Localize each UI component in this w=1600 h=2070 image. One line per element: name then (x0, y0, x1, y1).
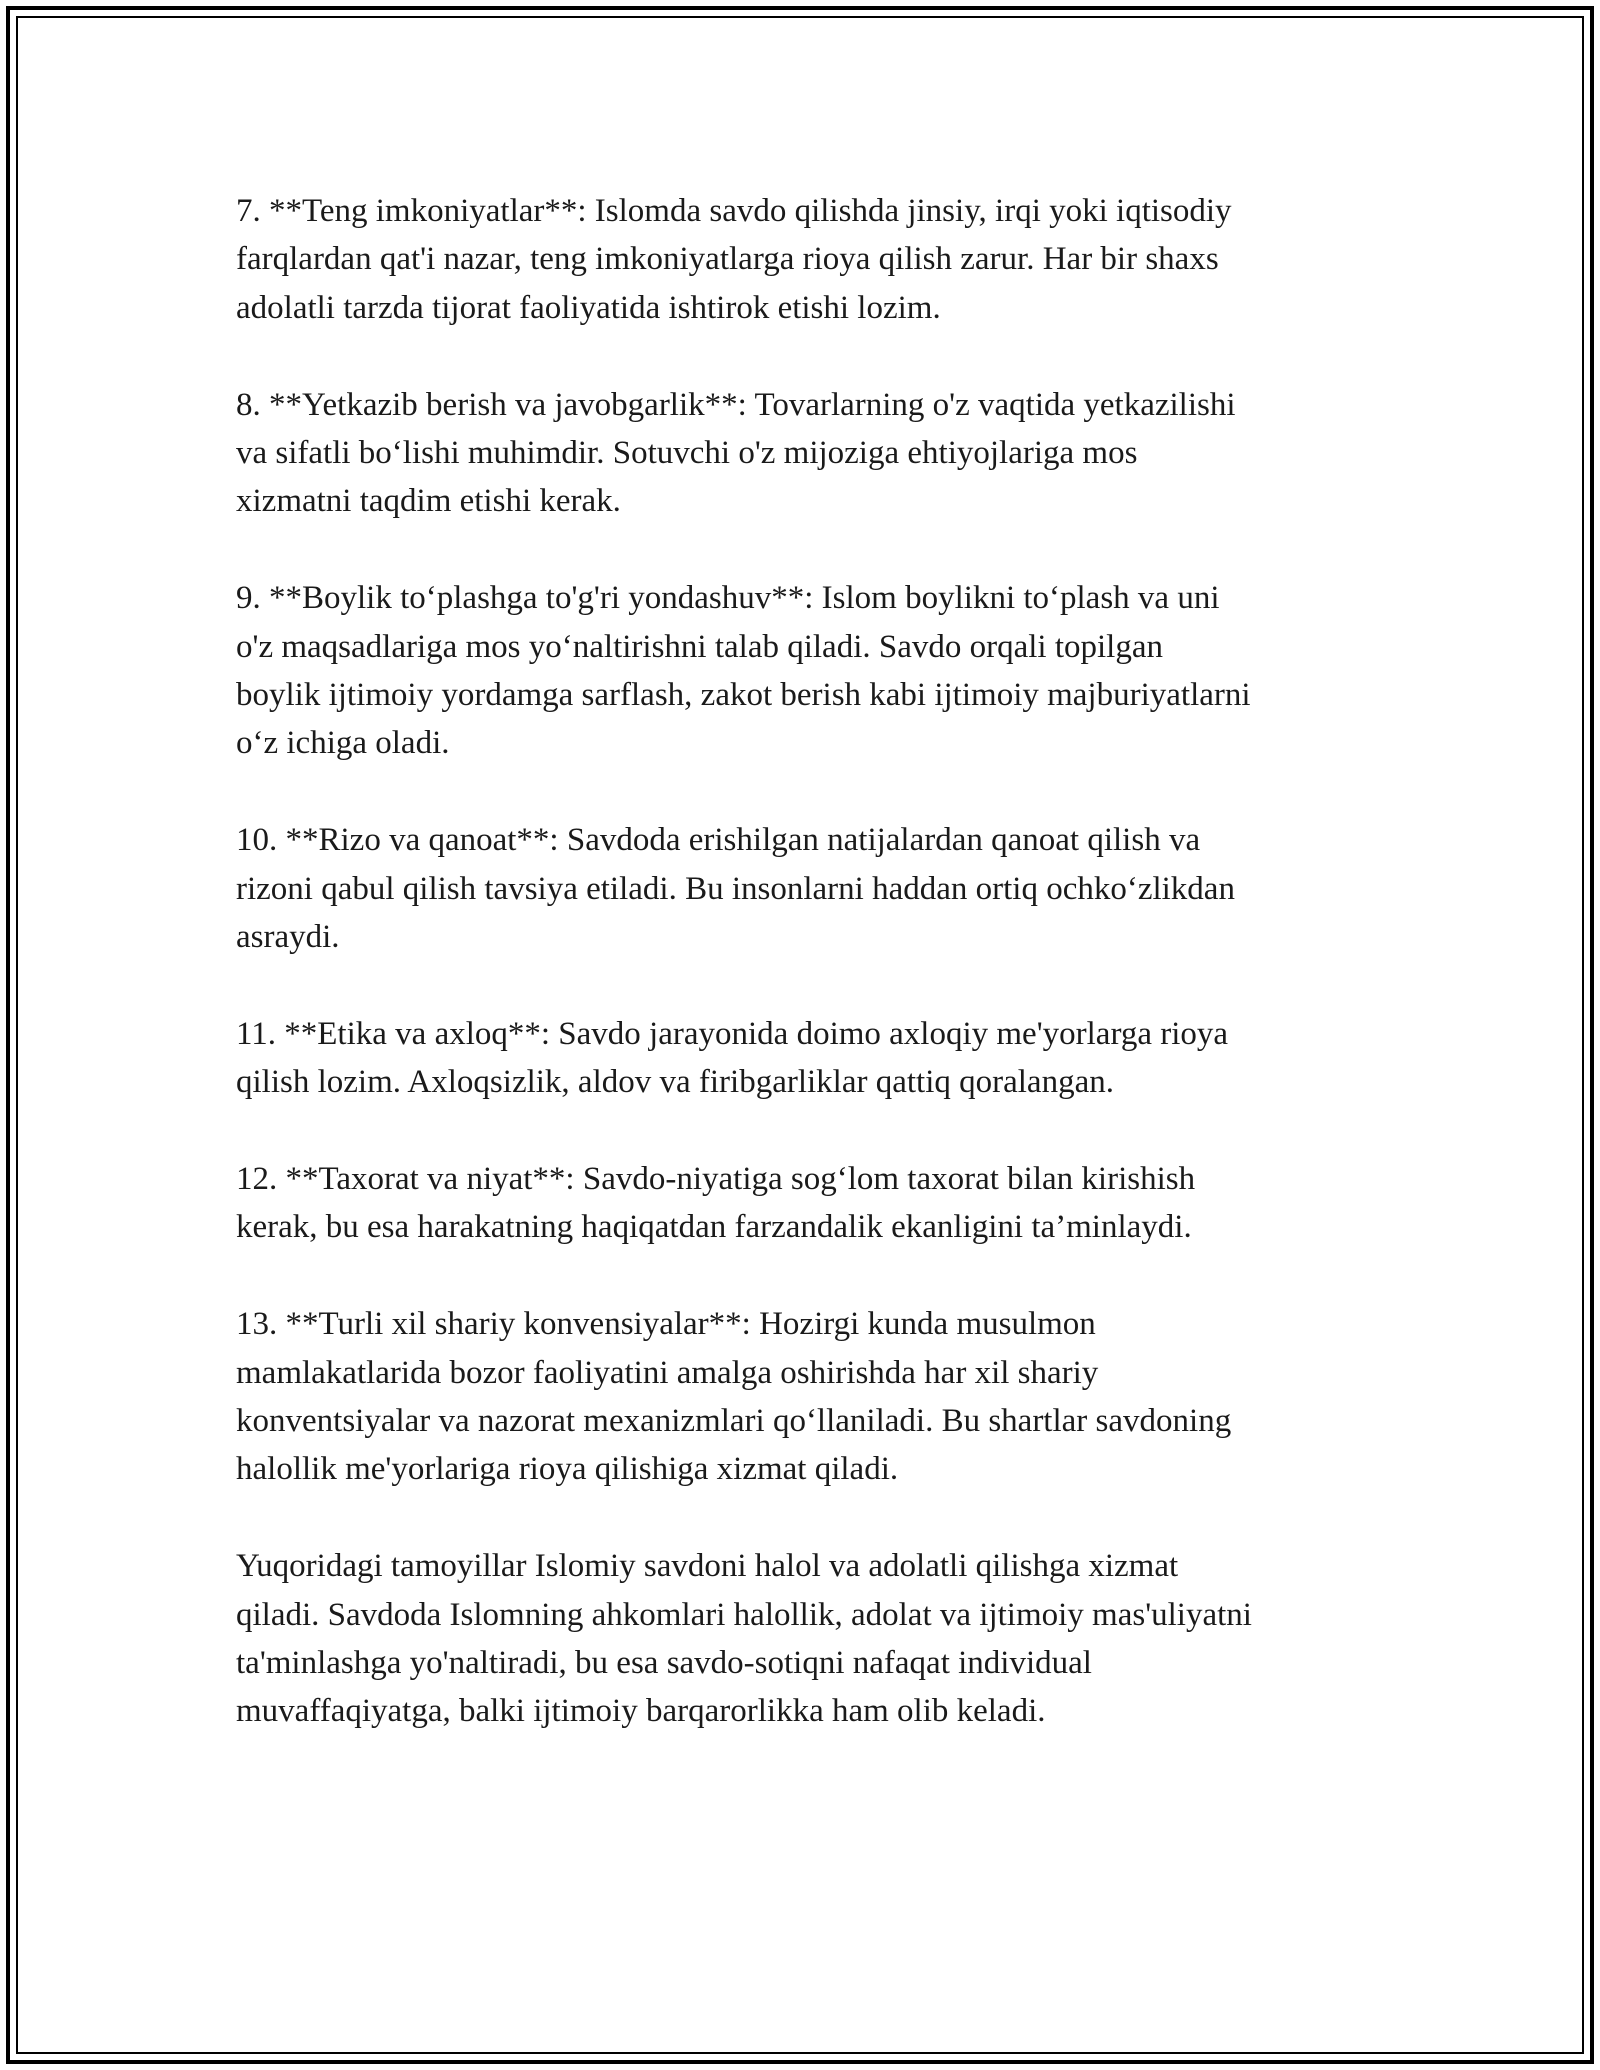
paragraph-item-13: 13. **Turli xil shariy konvensiyalar**: Hozirgi kunda musulmon mamlakatlarida bozor faoliyatini amalga oshirishda har xil shariy konventsiyalar va nazorat mexanizmlari qo‘llaniladi. Bu shartlar savdoning halollik me'yorlariga rioya qilishiga xizmat qiladi. (236, 1306, 1232, 1488)
paragraph-item-10: 10. **Rizo va qanoat**: Savdoda erishilgan natijalardan qanoat qilish va rizoni qabul qilish tavsiya etiladi. Bu insonlarni haddan ortiq ochko‘zlikdan asraydi. (236, 822, 1235, 956)
paragraph-item-8: 8. **Yetkazib berish va javobgarlik**: Tovarlarning o'z vaqtida yetkazilishi va sifatli bo‘lishi muhimdir. Sotuvchi o'z mijoziga ehtiyojlariga mos xizmatni taqdim etishi kerak. (236, 386, 1236, 520)
document-body (236, 187, 1376, 1736)
paragraph-item-9: 9. **Boylik to‘plashga to'g'ri yondashuv**: Islom boylikni to‘plash va uni o'z maqsadlariga mos yo‘naltirishni talab qiladi. Savdo orqali topilgan boylik ijtimoiy yordamga sarflash, zakot berish kabi ijtimoiy majburiyatlarni o‘z ichiga oladi. (236, 580, 1251, 762)
paragraph-item-11: 11. **Etika va axloq**: Savdo jarayonida doimo axloqiy me'yorlarga rioya qilish lozim. Axloqsizlik, aldov va firibgarliklar qattiq qoralangan. (236, 1015, 1229, 1101)
paragraph-item-12: 12. **Taxorat va niyat**: Savdo-niyatiga sog‘lom taxorat bilan kirishish kerak, bu esa harakatning haqiqatdan farzandalik ekanligini ta’minlaydi. (236, 1161, 1196, 1246)
conclusion-paragraph: Yuqoridagi tamoyillar Islomiy savdoni halol va adolatli qilishga xizmat qiladi. Savdoda Islomning ahkomlari halollik, adolat va ijtimoiy mas'uliyatni ta'minlashga yo'naltiradi, bu esa savdo-sotiqni nafaqat individual muvaffaqiyatga, balki ijtimoiy barqarorlikka ham olib keladi. (236, 1548, 1252, 1730)
paragraph-item-7: 7. **Teng imkoniyatlar**: Islomda savdo qilishda jinsiy, irqi yoki iqtisodiy farqlardan qat'i nazar, teng imkoniyatlarga rioya qilish zarur. Har bir shaxs adolatli tarzda tijorat faoliyatida ishtirok etishi lozim. (236, 193, 1232, 326)
